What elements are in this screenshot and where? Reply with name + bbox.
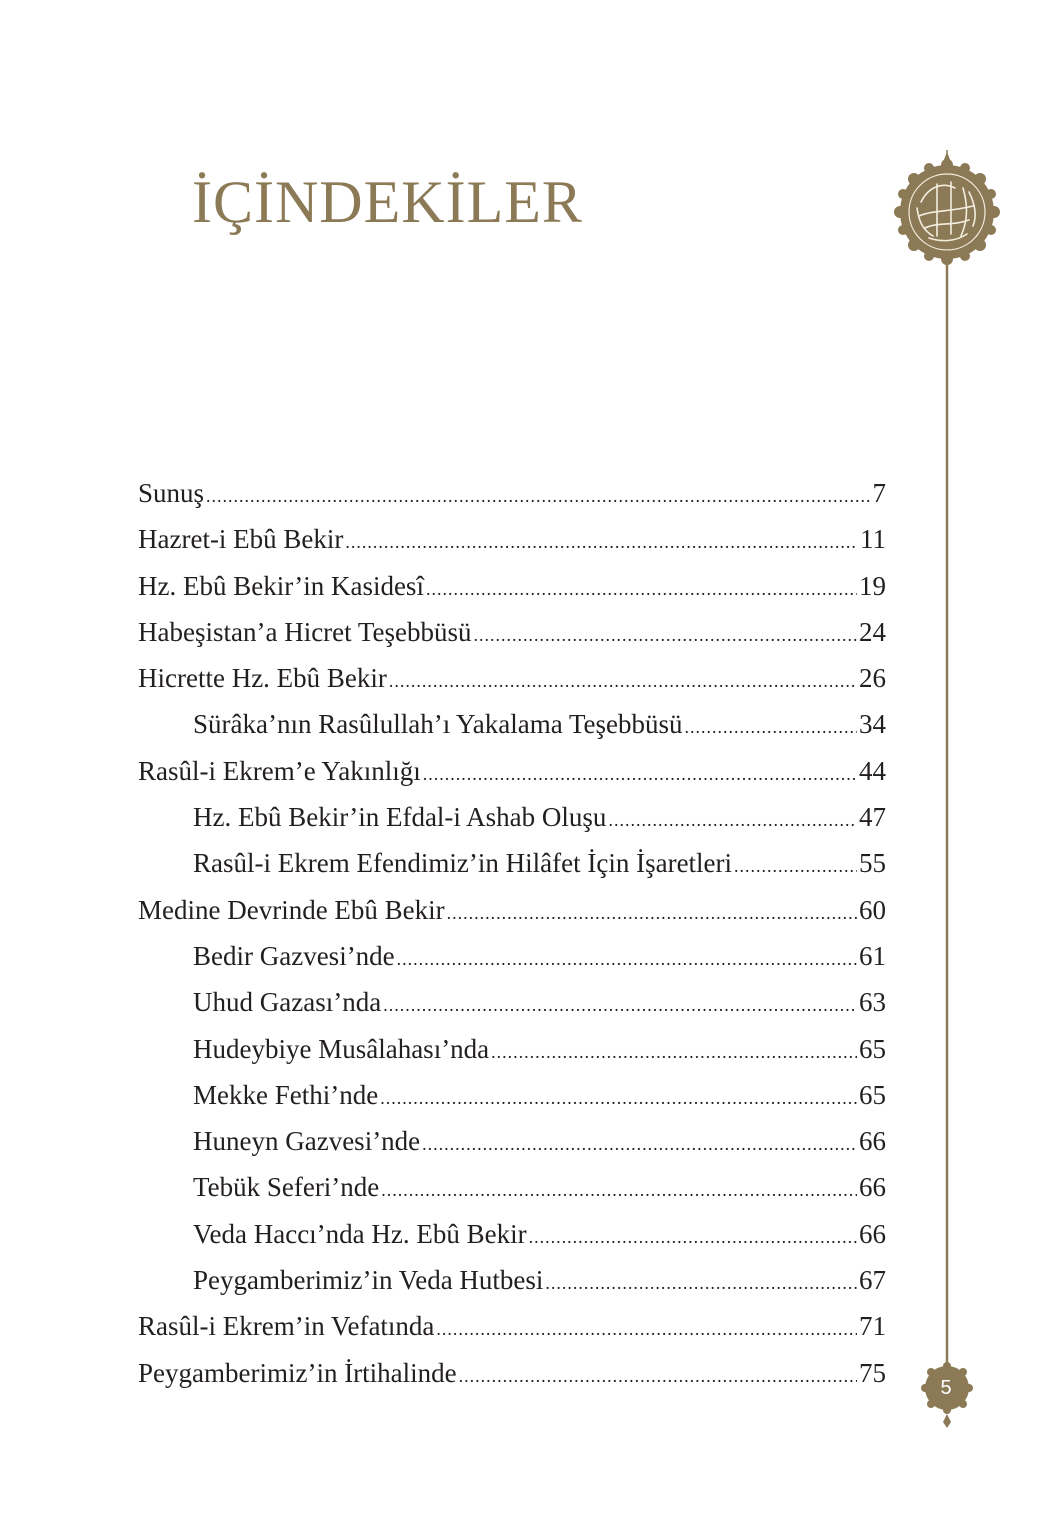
toc-entry[interactable] <box>138 609 886 655</box>
toc-entry-title: Hicrette Hz. Ebû Bekir <box>138 663 387 694</box>
toc-entry-page: 34 <box>859 709 886 740</box>
toc-entry[interactable] <box>138 1164 886 1210</box>
toc-entry-page: 61 <box>859 940 886 971</box>
toc-entry-page: 71 <box>859 1311 886 1342</box>
toc-leader-dots <box>734 843 857 889</box>
toc-entry-page: 19 <box>859 570 886 601</box>
toc-entry-title: Rasûl-i Ekrem’e Yakınlığı <box>138 755 421 786</box>
toc-entry[interactable] <box>138 748 886 794</box>
page-number: 5 <box>940 1377 952 1399</box>
calligraphy-medallion-icon <box>893 150 1001 1430</box>
toc-leader-dots <box>423 751 857 797</box>
toc-entry-title: Huneyn Gazvesi’nde <box>193 1126 421 1157</box>
toc-leader-dots <box>491 1029 857 1075</box>
toc-leader-dots <box>381 1167 857 1213</box>
toc-leader-dots <box>436 1306 857 1352</box>
toc-entry[interactable] <box>138 1026 886 1072</box>
toc-entry-title: Mekke Fethi’nde <box>193 1079 379 1110</box>
toc-entry[interactable] <box>138 1211 886 1257</box>
toc-leader-dots <box>345 519 858 565</box>
toc-entry[interactable] <box>138 516 886 562</box>
toc-entry-page: 47 <box>859 802 886 833</box>
toc-entry[interactable] <box>138 794 886 840</box>
toc-leader-dots <box>397 936 857 982</box>
toc-entry[interactable] <box>138 887 886 933</box>
toc-entry-page: 75 <box>859 1357 886 1388</box>
toc-entry-title: Rasûl-i Ekrem Efendimiz’in Hilâfet İçin İşaretleri <box>193 848 733 879</box>
toc-entry-page: 66 <box>859 1126 886 1157</box>
toc-entry-page: 65 <box>859 1079 886 1110</box>
toc-entry-page: 67 <box>859 1265 886 1296</box>
toc-entry[interactable] <box>138 470 886 516</box>
toc-entry-title: Tebük Seferi’nde <box>193 1172 380 1203</box>
toc-entry-title: Peygamberimiz’in İrtihalinde <box>138 1357 457 1388</box>
toc-entry[interactable] <box>138 979 886 1025</box>
toc-entry-title: Medine Devrinde Ebû Bekir <box>138 894 445 925</box>
toc-entry-title: Hz. Ebû Bekir’in Efdal-i Ashab Oluşu <box>193 802 607 833</box>
toc-leader-dots <box>447 890 857 936</box>
toc-entry[interactable] <box>138 933 886 979</box>
toc-leader-dots <box>206 473 870 519</box>
toc-leader-dots <box>529 1214 857 1260</box>
toc-entry-page: 24 <box>859 616 886 647</box>
toc-entry-page: 66 <box>859 1172 886 1203</box>
toc-entry[interactable] <box>138 840 886 886</box>
toc-entry-title: Hudeybiye Musâlahası’nda <box>193 1033 490 1064</box>
toc-entry-title: Sunuş <box>138 478 205 508</box>
toc-entry-title: Peygamberimiz’in Veda Hutbesi <box>193 1265 544 1296</box>
page-title: İÇİNDEKİLER <box>192 169 583 235</box>
toc-entry[interactable] <box>138 1303 886 1349</box>
toc-entry[interactable] <box>138 1257 886 1303</box>
toc-leader-dots <box>422 1121 857 1167</box>
toc-entry[interactable] <box>138 655 886 701</box>
toc-leader-dots <box>474 612 857 658</box>
toc-leader-dots <box>685 704 857 750</box>
toc-entry-page: 26 <box>859 663 886 694</box>
toc-entry[interactable] <box>138 701 886 747</box>
toc-entry-page: 44 <box>859 755 886 786</box>
toc-entry[interactable] <box>138 563 886 609</box>
toc-entry[interactable] <box>138 1350 886 1396</box>
toc-entry-page: 66 <box>859 1218 886 1249</box>
toc-entry-title: Bedir Gazvesi’nde <box>193 940 395 971</box>
toc-leader-dots <box>383 982 857 1028</box>
toc-entry-page: 65 <box>859 1033 886 1064</box>
toc-leader-dots <box>459 1353 857 1399</box>
toc-entry[interactable] <box>138 1118 886 1164</box>
toc-entry-page: 55 <box>859 848 886 879</box>
toc-entry-title: Hz. Ebû Bekir’in Kasidesî <box>138 570 424 601</box>
toc-entry-title: Rasûl-i Ekrem’in Vefatında <box>138 1311 435 1342</box>
toc-entry-title: Sürâka’nın Rasûlullah’ı Yakalama Teşebbüsü <box>193 709 683 740</box>
toc-leader-dots <box>426 566 857 612</box>
toc-entry-title: Uhud Gazası’nda <box>193 987 382 1018</box>
toc-leader-dots <box>608 797 857 843</box>
toc-entry-page: 63 <box>859 987 886 1018</box>
toc-entry-title: Hazret-i Ebû Bekir <box>138 524 344 555</box>
toc-entry-page: 7 <box>872 478 886 508</box>
toc-entry-title: Veda Haccı’nda Hz. Ebû Bekir <box>193 1218 527 1249</box>
toc-entry-page: 11 <box>860 524 886 555</box>
toc-leader-dots <box>389 658 857 704</box>
toc-leader-dots <box>380 1075 857 1121</box>
toc-leader-dots <box>545 1260 857 1306</box>
toc-entry-title: Habeşistan’a Hicret Teşebbüsü <box>138 616 472 647</box>
table-of-contents <box>138 470 886 1396</box>
toc-entry-page: 60 <box>859 894 886 925</box>
toc-entry[interactable] <box>138 1072 886 1118</box>
